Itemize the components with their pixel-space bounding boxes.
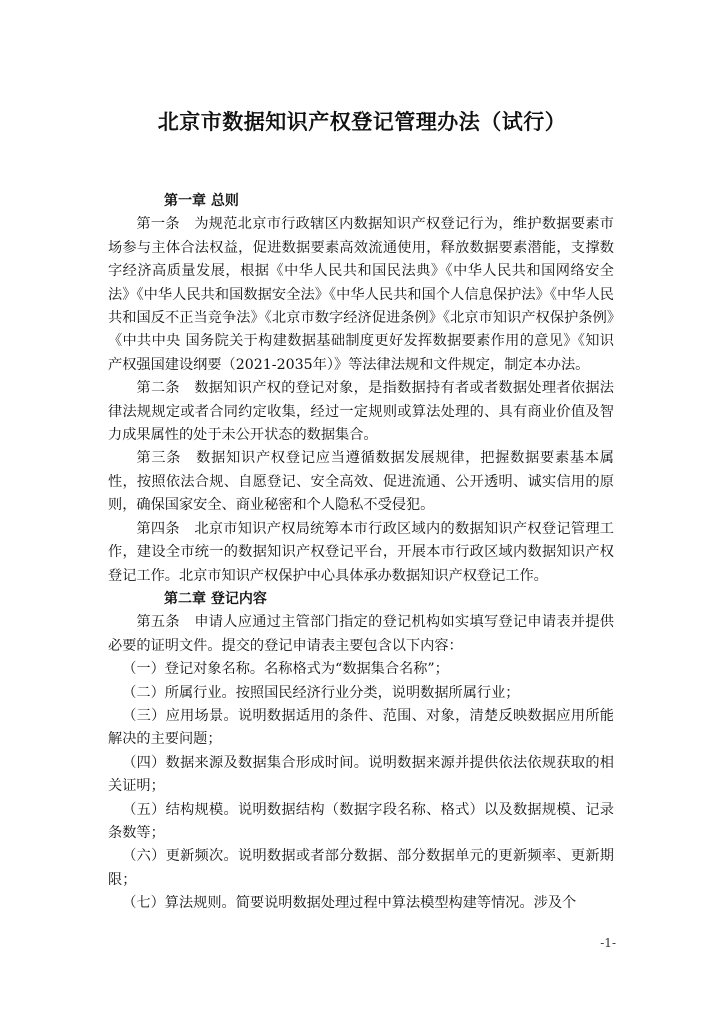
list-item: （五）结构规模。说明数据结构（数据字段名称、格式）以及数据规模、记录条数等； <box>108 801 614 841</box>
article-paragraph: 第四条 北京市知识产权局统筹本市行政区域内的数据知识产权登记管理工作，建设全市统一的数据知识产权登记平台，开展本市行政区域内数据知识产权登记工作。北京市知识产权保护中心具体承办数据知识产权登记工作。 <box>108 520 614 584</box>
article-paragraph: 第一条 为规范北京市行政辖区内数据知识产权登记行为，维护数据要素市场参与主体合法权益，促进数据要素高效流通使用，释放数据要素潜能，支撑数字经济高质量发展，根据《中华人民共和国民法典》《中华人民共和国网络安全法》《中华人民共和国数据安全法》《中华人民共和国个人信息保护法》《中华人民共和国反不正当竞争法》《北京市数字经济促进条例》《北京市知识产权保护条例》《中共中央 国务院关于构建数据基础制度更好发挥数据要素作用的意见》《知识产权强国建设纲要（2021-2035年）》等法律法规和文件规定，制定本办法。 <box>108 216 614 373</box>
list-item: （四）数据来源及数据集合形成时间。说明数据来源并提供依法依规获取的相关证明； <box>108 754 614 795</box>
list-item: （七）算法规则。简要说明数据处理过程中算法模型构建等情况。涉及个 <box>122 895 577 912</box>
list-item: （一）登记对象名称。名称格式为“数据集合名称”； <box>122 661 449 678</box>
document-body <box>108 190 614 916</box>
list-item: （三）应用场景。说明数据适用的条件、范围、对象，清楚反映数据应用所能解决的主要问题； <box>108 707 614 748</box>
page-number: -1- <box>600 936 616 950</box>
article-paragraph: 第五条 申请人应通过主管部门指定的登记机构如实填写登记申请表并提供必要的证明文件。提交的登记申请表主要包含以下内容： <box>108 614 614 654</box>
list-item: （二）所属行业。按照国民经济行业分类，说明数据所属行业； <box>122 684 520 701</box>
article-paragraph: 第三条 数据知识产权登记应当遵循数据发展规律，把握数据要素基本属性，按照依法合规、自愿登记、安全高效、促进流通、公开透明、诚实信用的原则，确保国家安全、商业秘密和个人隐私不受侵犯。 <box>108 450 614 514</box>
chapter-heading: 第二章 登记内容 <box>164 590 267 607</box>
list-item: （六）更新频次。说明数据或者部分数据、部分数据单元的更新频率、更新期限； <box>108 848 614 888</box>
document-title: 北京市数据知识产权登记管理办法（试行） <box>157 110 567 134</box>
article-paragraph: 第二条 数据知识产权的登记对象，是指数据持有者或者数据处理者依据法律法规规定或者合同约定收集，经过一定规则或算法处理的、具有商业价值及智力成果属性的处于未公开状态的数据集合。 <box>108 380 614 444</box>
chapter-heading: 第一章 总则 <box>164 193 239 209</box>
